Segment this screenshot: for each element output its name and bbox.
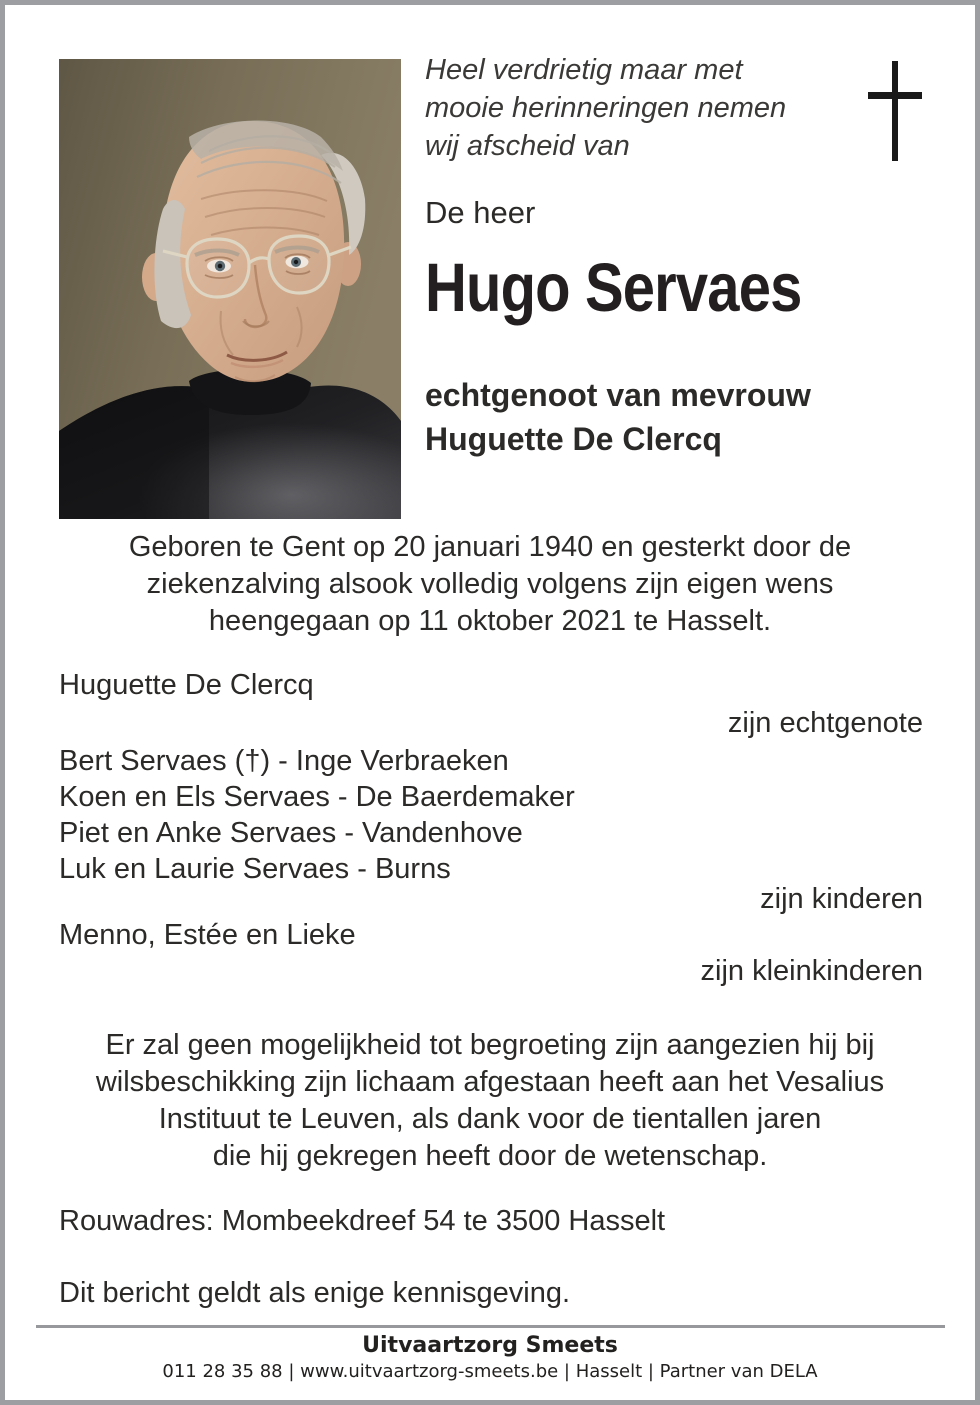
salutation: De heer [425,195,536,230]
child-line: Piet en Anke Servaes - Vandenhove [59,817,523,849]
notice-line: wilsbeschikking zijn lichaam afgestaan heeft aan het Vesalius [95,1066,885,1098]
birth-death-line: heengegaan op 11 oktober 2021 te Hasselt. [208,605,772,637]
portrait-photo [59,59,401,519]
notice-line: die hij gekregen heeft door de wetenschap. [212,1140,768,1172]
intro-line: mooie herinneringen nemen [425,92,787,124]
grandchildren-label: zijn kleinkinderen [700,955,923,987]
wife-name: Huguette De Clercq [59,669,314,701]
birth-death-line: ziekenzalving alsook volledig volgens zijn eigen wens [146,568,834,600]
birth-death-line: Geboren te Gent op 20 januari 1940 en gesterkt door de [128,531,852,563]
portrait-photo-illustration [59,59,401,519]
children-label: zijn kinderen [760,883,923,915]
latin-cross-icon [863,59,927,163]
intro-line: Heel verdrietig maar met [425,54,743,86]
notice-line: Instituut te Leuven, als dank voor de tientallen jaren [158,1103,822,1135]
notice-paragraph [59,1027,921,1175]
spouse-line: Huguette De Clercq [425,421,722,457]
wife-label: zijn echtgenote [727,707,923,739]
birth-death-paragraph [59,529,921,640]
intro-line: wij afscheid van [425,130,630,162]
child-line: Koen en Els Servaes - De Baerdemaker [59,781,575,813]
intro-text [425,51,786,165]
spouse-block [425,373,811,461]
child-line: Luk en Laurie Servaes - Burns [59,853,451,885]
deceased-name: Hugo Servaes [425,249,802,326]
funeral-home-name: Uitvaartzorg Smeets [362,1333,618,1358]
child-line: Bert Servaes (†) - Inge Verbraeken [59,745,509,777]
funeral-home-contact: 011 28 35 88 | www.uitvaartzorg-smeets.be | Hasselt | Partner van DELA [162,1361,818,1382]
grandchildren-names: Menno, Estée en Lieke [59,919,356,951]
footer-divider [36,1325,945,1328]
children-list [59,743,923,887]
spouse-line: echtgenoot van mevrouw [425,377,811,413]
notice-line: Er zal geen mogelijkheid tot begroeting zijn aangezien hij bij [105,1029,875,1061]
notification-text: Dit bericht geldt als enige kennisgeving. [59,1277,571,1309]
mourning-address: Rouwadres: Mombeekdreef 54 te 3500 Hasselt [59,1205,666,1237]
